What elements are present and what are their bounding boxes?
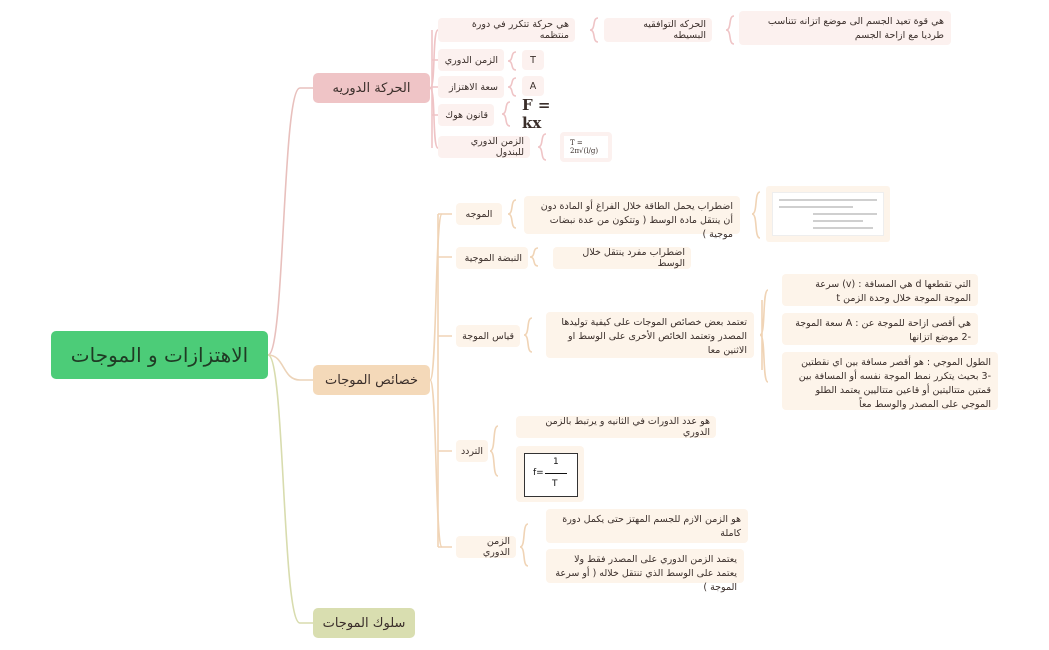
branch-wave-behavior[interactable]	[313, 608, 415, 638]
wave-period-item-2-text: يعتمد الزمن الدوري على المصدر فقط ولا يعتمد على الوسط الذي تنتقل خلاله ( أو سرعة الموجة )	[555, 554, 737, 593]
topic-period[interactable]	[438, 49, 504, 71]
formula-frequency[interactable]	[516, 446, 584, 502]
symbol-amplitude[interactable]	[522, 76, 544, 96]
branch-periodic-label: الحركة الدوريه	[332, 80, 411, 96]
wave-period-item-2[interactable]	[546, 549, 744, 593]
amplitude-symbol-text: A	[529, 80, 537, 92]
measure-definition-text: تعتمد بعض خصائص الموجات على كيفية توليدها المصدر وتعتمد الخائص الأخرى على الوسط او الاثنين معا	[561, 317, 747, 356]
topic-wave[interactable]	[456, 203, 502, 225]
topic-measure-definition[interactable]	[546, 312, 754, 358]
topic-pulse-definition[interactable]	[553, 247, 691, 269]
frequency-text: التردد	[460, 445, 484, 457]
frequency-formula-box	[524, 453, 578, 497]
topic-pulse[interactable]	[456, 247, 528, 269]
wave-period-text: الزمن الدوري	[482, 536, 510, 558]
period-text: الزمن الدوري	[444, 54, 498, 66]
branch-periodic-motion[interactable]	[313, 73, 430, 103]
period-symbol-text: T	[530, 54, 536, 66]
topic-shm-detail[interactable]	[739, 11, 951, 45]
topic-pendulum-period[interactable]	[438, 136, 530, 158]
topic-frequency-definition[interactable]	[516, 416, 716, 438]
frequency-numerator: 1	[553, 457, 559, 467]
pulse-definition-text: اضطراب مفرد ينتقل خلال الوسط	[582, 247, 685, 269]
branch-waves-label: خصائص الموجات	[325, 372, 418, 388]
measure-item-speed[interactable]	[782, 274, 978, 306]
topic-frequency[interactable]	[456, 440, 488, 462]
formula-hooke[interactable]	[516, 96, 578, 132]
branch-wave-properties[interactable]	[313, 365, 430, 395]
symbol-period[interactable]	[522, 50, 544, 70]
measure-item-speed-text: التي تقطعها d هي المسافة : (v) سرعة الموجة الموجة خلال وحدة الزمن t	[815, 279, 971, 304]
measure-item-amplitude-text: هي أقصى ازاحة للموجة عن : A سعة الموجة -2 موضع اتزانها	[795, 318, 971, 343]
hooke-formula-text: F = kx	[522, 96, 551, 132]
branch-behavior-label: سلوك الموجات	[322, 615, 406, 631]
wave-definition-text: اضطراب يحمل الطاقة خلال الفراغ أو المادة دون أن ينتقل مادة الوسط ( وتتكون من عدة نبضات موجية )	[540, 201, 733, 240]
fraction-bar	[545, 473, 567, 474]
measure-item-amplitude[interactable]	[782, 313, 978, 345]
topic-wave-period[interactable]	[456, 536, 516, 558]
pendulum-formula-text: T = 2π√(l/g)	[570, 139, 599, 155]
shm-text: الحركه التوافقيه البسيطه	[643, 19, 706, 41]
measure-item-wavelength-text: الطول الموجي : هو أقصر مسافة بين اي نقطتين -3 بحيث يتكرر نمط الموجة نفسه أو المسافة بين قمتين متتاليتين أو قاعين متتاليين يعتمد الطلو الموجي على المصدر والوسط معاً	[798, 357, 991, 410]
wave-period-item-1[interactable]	[546, 509, 748, 543]
measure-item-wavelength[interactable]	[782, 352, 998, 410]
wave-period-item-1-text: هو الزمن الازم للجسم المهتز حتى يكمل دورة كاملة	[562, 514, 741, 539]
topic-hooke[interactable]	[438, 104, 494, 126]
topic-wave-measurement[interactable]	[456, 325, 520, 347]
measure-text: قياس الموجة	[462, 330, 514, 342]
frequency-denominator: T	[552, 479, 558, 489]
topic-shm[interactable]	[604, 18, 712, 42]
pendulum-text: الزمن الدوري للبندول	[470, 136, 524, 158]
topic-periodic-definition[interactable]	[438, 18, 575, 42]
frequency-lhs: f=	[533, 468, 544, 478]
periodic-definition-text: هي حركة تتكرر في دورة منتظمه	[471, 19, 569, 41]
root-topic[interactable]	[51, 331, 268, 379]
topic-wave-definition[interactable]	[524, 196, 740, 240]
formula-pendulum[interactable]	[560, 132, 612, 162]
wave-text: الموجه	[465, 208, 493, 220]
frequency-definition-text: هو عدد الدورات في الثانيه و يرتبط بالزمن الدوري	[545, 416, 710, 438]
amplitude-text: سعة الاهتزاز	[448, 81, 498, 93]
topic-amplitude[interactable]	[438, 76, 504, 98]
hooke-text: قانون هوك	[445, 109, 488, 121]
pulse-text: النبضة الموجية	[464, 252, 522, 264]
wave-table-image[interactable]	[766, 186, 890, 242]
root-title: الاهتزازات و الموجات	[70, 343, 249, 367]
table-thumbnail	[772, 192, 884, 236]
shm-detail-text: هي قوة تعيد الجسم الى موضع اتزانه تتناسب طرديا مع ازاحة الجسم	[767, 16, 944, 41]
